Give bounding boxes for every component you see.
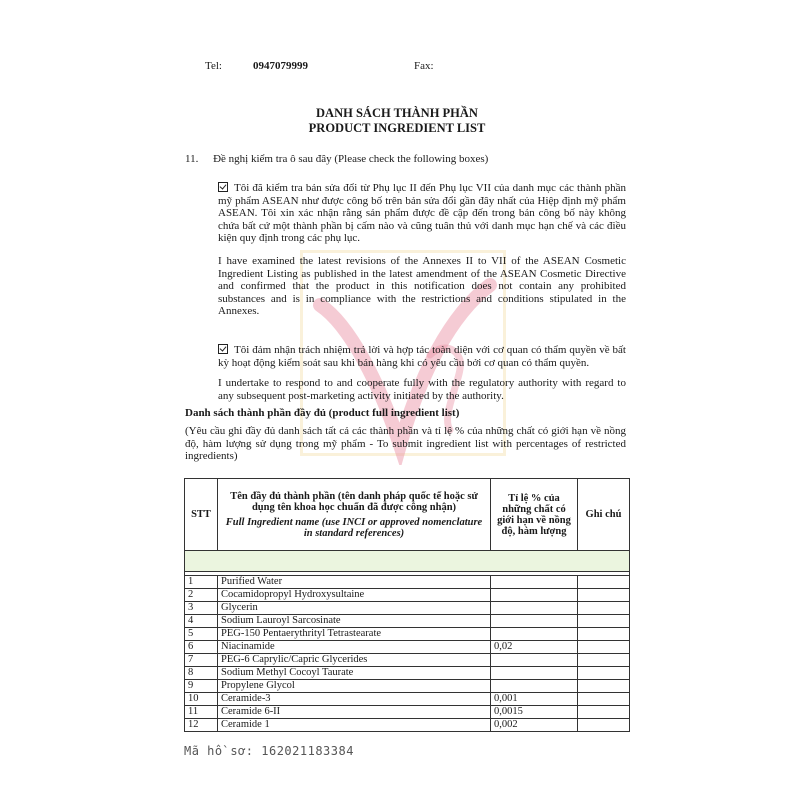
- ingredient-list-note: (Yêu cầu ghi đầy đủ danh sách tất cả các thành phần và tỉ lệ % của những chất có giới hạn về nồng độ, hàm lượng sử dụng trong mỹ phẩm - To submit ingredient list with percentages of restricted ingredients): [185, 425, 626, 462]
- table-row: [185, 602, 630, 615]
- cell-stt: 11: [185, 706, 218, 719]
- cell-pct: [491, 589, 578, 602]
- cell-name: Ceramide 1: [218, 719, 491, 732]
- table-row: [185, 693, 630, 706]
- cell-note: [578, 576, 630, 589]
- cell-stt: 8: [185, 667, 218, 680]
- page-title: [0, 106, 794, 136]
- ingredient-list-title: Danh sách thành phần đầy đủ (product full ingredient list): [185, 407, 460, 419]
- title-en: PRODUCT INGREDIENT LIST: [308, 121, 486, 135]
- cell-pct: [491, 680, 578, 693]
- col-name-vi: Tên đầy đủ thành phần (tên danh pháp quốc tế hoặc sử dụng tên khoa học chuẩn đã được công nhận): [230, 490, 478, 513]
- cell-pct: [491, 667, 578, 680]
- cell-pct: 0,0015: [491, 706, 578, 719]
- col-pct-header: Tỉ lệ % của những chất có giới hạn về nồng độ, hàm lượng: [491, 479, 578, 551]
- table-row: [185, 706, 630, 719]
- title-vi: DANH SÁCH THÀNH PHẦN: [316, 106, 478, 120]
- cell-stt: 4: [185, 615, 218, 628]
- checkbox-checked-icon[interactable]: [218, 344, 228, 354]
- cell-name: Purified Water: [218, 576, 491, 589]
- table-row: [185, 641, 630, 654]
- table-spacer-row: [185, 551, 630, 572]
- table-row: [185, 654, 630, 667]
- cell-name: Glycerin: [218, 602, 491, 615]
- cell-stt: 12: [185, 719, 218, 732]
- cell-name: Ceramide-3: [218, 693, 491, 706]
- cell-name: Sodium Lauroyl Sarcosinate: [218, 615, 491, 628]
- ingredient-table: [184, 478, 630, 732]
- cell-stt: 1: [185, 576, 218, 589]
- cell-pct: [491, 628, 578, 641]
- section-number: 11.: [185, 153, 199, 165]
- cell-stt: 5: [185, 628, 218, 641]
- cell-name: Niacinamide: [218, 641, 491, 654]
- cell-note: [578, 615, 630, 628]
- cell-stt: 3: [185, 602, 218, 615]
- tel-label: Tel:: [205, 60, 222, 72]
- cell-name: Cocamidopropyl Hydroxysultaine: [218, 589, 491, 602]
- cell-stt: 9: [185, 680, 218, 693]
- cell-note: [578, 589, 630, 602]
- table-row: [185, 719, 630, 732]
- cell-pct: 0,02: [491, 641, 578, 654]
- cell-pct: 0,001: [491, 693, 578, 706]
- cell-pct: 0,002: [491, 719, 578, 732]
- cell-stt: 7: [185, 654, 218, 667]
- cell-name: PEG-150 Pentaerythrityl Tetrastearate: [218, 628, 491, 641]
- check-text-2-en: I undertake to respond to and cooperate fully with the regulatory authority with regard to any subsequent post-marketing activity initiated by the authority.: [218, 377, 626, 402]
- col-name-en: Full Ingredient name (use INCI or approved nomenclature in standard references): [225, 516, 483, 539]
- table-header-row: [185, 479, 630, 551]
- cell-note: [578, 602, 630, 615]
- cell-note: [578, 693, 630, 706]
- table-row: [185, 576, 630, 589]
- cell-note: [578, 680, 630, 693]
- cell-pct: [491, 615, 578, 628]
- col-name-header: [218, 479, 491, 551]
- table-row: [185, 667, 630, 680]
- check-text-2-vi: Tôi đảm nhận trách nhiệm trả lời và hợp tác toàn diện với cơ quan có thẩm quyền về bất kỳ hoạt động kiểm soát sau khi bán hàng khi có yêu cầu bởi cơ quan có thẩm quyền.: [218, 344, 626, 369]
- cell-note: [578, 706, 630, 719]
- record-code: Mã hồ sơ: 162021183384: [184, 744, 354, 758]
- cell-note: [578, 654, 630, 667]
- cell-note: [578, 628, 630, 641]
- cell-name: PEG-6 Caprylic/Capric Glycerides: [218, 654, 491, 667]
- cell-pct: [491, 576, 578, 589]
- cell-stt: 6: [185, 641, 218, 654]
- section-heading: [185, 153, 488, 165]
- check-text-1-vi: Tôi đã kiểm tra bản sửa đổi từ Phụ lục II đến Phụ lục VII của danh mục các thành phần mỹ phẩm ASEAN như được công bố trên bản sửa đổi gần đây nhất của Hiệp định mỹ phẩm ASEAN. Tôi xin xác nhận rằng sản phẩm được đề cập đến trong bản công bố này không chứa bất cứ một thành phần bị cấm nào và cũng tuân thủ với danh mục hạn chế và các điều kiện quy định trong các phụ lục.: [218, 182, 626, 244]
- cell-pct: [491, 602, 578, 615]
- table-row: [185, 589, 630, 602]
- cell-note: [578, 641, 630, 654]
- cell-pct: [491, 654, 578, 667]
- fax-label: Fax:: [414, 60, 434, 72]
- cell-stt: 2: [185, 589, 218, 602]
- check-text-1-en: I have examined the latest revisions of the Annexes II to VII of the ASEAN Cosmetic Ingredient Listing as published in the latest amendment of the ASEAN Cosmetic Directive and confirmed that the product in this notification does not contain any prohibited substances and is in compliance with the restrictions and conditions stipulated in the Annexes.: [218, 255, 626, 317]
- check-item-1-vi: [218, 182, 626, 245]
- tel-value: 0947079999: [253, 60, 308, 72]
- cell-name: Sodium Methyl Cocoyl Taurate: [218, 667, 491, 680]
- table-row: [185, 628, 630, 641]
- table-row: [185, 615, 630, 628]
- cell-note: [578, 667, 630, 680]
- table-row: [185, 680, 630, 693]
- section-label: Đề nghị kiểm tra ô sau đây (Please check the following boxes): [213, 153, 489, 165]
- cell-note: [578, 719, 630, 732]
- col-stt-header: STT: [185, 479, 218, 551]
- cell-stt: 10: [185, 693, 218, 706]
- cell-name: Ceramide 6-II: [218, 706, 491, 719]
- cell-name: Propylene Glycol: [218, 680, 491, 693]
- col-note-header: Ghi chú: [578, 479, 630, 551]
- checkbox-checked-icon[interactable]: [218, 182, 228, 192]
- check-item-2-vi: [218, 344, 626, 369]
